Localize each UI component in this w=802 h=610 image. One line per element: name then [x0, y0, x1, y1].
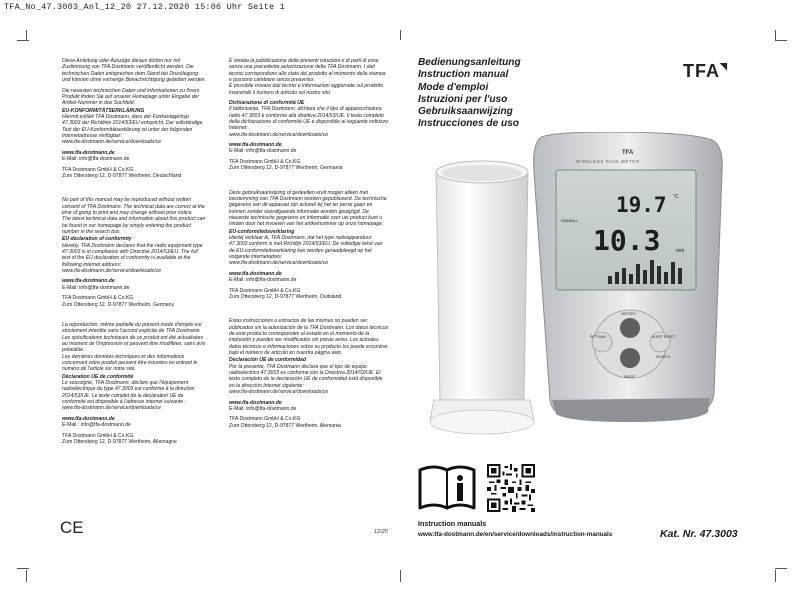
- lcd-rainfall-label: RAINFALL: [561, 219, 578, 223]
- download-link[interactable]: www.tfa-dostmann.de/service/downloads/ce: [229, 389, 329, 396]
- section-heading: Declaración UE de conformidad: [229, 357, 306, 364]
- download-link[interactable]: www.tfa-dostmann.de/service/downloads/ce: [229, 131, 329, 138]
- company-name: TFA Dostmann GmbH & Co.KG: [229, 416, 301, 423]
- paragraph: Por la presente, TFA Dostmann declara que el tipo de equipo radioeléctrico 47.3003 es conforme con la Directiva 2014/53/UE. El texto completo de la declaración UE de conformidad está disponible en la dirección Internet siguiente:: [229, 363, 383, 389]
- company-address: Zum Ottersberg 12, D-97877 Wertheim, Duitsland: [229, 294, 342, 301]
- paragraph: Hiermit erklärt TFA Dostmann, dass der Funkanlagentyp 47.3003 der Richtlinie 2014/53/EU entspricht. Der vollständige Text der EU-Konformitätserklärung ist unter der folgenden Internetadresse verfügbar:: [62, 113, 203, 139]
- download-link[interactable]: www.tfa-dostmann.de/service/downloads/ce: [229, 260, 329, 267]
- print-header: TFA_No_47.3003_Anl_12_20 27.12.2020 15:06 Uhr Seite 1: [4, 2, 285, 12]
- crop-mark: [26, 570, 27, 582]
- crop-mark: [775, 30, 776, 40]
- rain-collector-foot: [430, 410, 534, 434]
- crop-mark: [400, 570, 401, 582]
- text-column-left: [62, 58, 207, 451]
- website[interactable]: www.tfa-dostmann.de: [62, 278, 115, 285]
- ce-mark: CE: [60, 518, 84, 537]
- section-heading: EU declaration of conformity: [62, 236, 132, 243]
- paragraph: È vietata la pubblicazione delle presenti istruzioni o di parti di esse senza una precedente autorizzazione della TFA Dostmann. I dati tecnici corrispondono allo stato del prodotto al momento della stampa e possono cambiare senza preavviso.: [229, 58, 386, 84]
- product-illustration: [428, 132, 740, 450]
- paragraph: Le soussigné, TFA Dostmann, déclare que l'équipement radioélectrique du type 47.3003 est conforme à la directive 2014/53/UE. Le texte complet de la déclaration UE de conformité est disponible à l'adresse internet suivante :: [62, 380, 195, 406]
- paragraph: The latest technical data and information about this product can be found in our homepage by simply entering the product number in the search box.: [62, 216, 206, 235]
- company-address: Zum Ottersberg 12, D-97877 Wertheim, Alemania: [229, 422, 342, 429]
- paragraph: Deze gebruiksaanwijzing of gedeelten eruit mogen alleen met toestemming van TFA Dostmann worden gepubliceerd. De technische gegevens van dit apparaat zijn actueel bij het ter perse gaan en kunnen zonder voorafgaande informatie worden gewijzigd. De nieuwste technische gegevens en informatie over uw product kunt u vinden door het invoeren van het artikelnummer op onze homepage.: [229, 189, 387, 228]
- qr-code-icon: [487, 464, 535, 512]
- paragraph: Hierbij verklaar ik, TFA Dostmann, dat het type radioapparatuur 47.3003 conform is met Richtlijn 2014/53/EU. De volledige tekst van de EU-conformiteitsverklaring kan worden geraadpleegd op het volgende internetadres:: [229, 235, 383, 261]
- button-label-search: SEARCH: [656, 355, 671, 359]
- tfa-logo: [683, 61, 728, 82]
- paragraph: La reproduction, même partielle du présent mode d'emploi est strictement interdite sans l'accord explicite de TFA Dostmann. Les spécifications techniques de ce produit ont été actualisées au moment de l'impression et peuvent être modifiées, sans avis préalable.: [62, 321, 206, 354]
- paragraph: Les dernières données techniques et des informations concernant votre produit peuvent être trouvées en entrant le numéro de l'article sur notre site.: [62, 353, 198, 373]
- crop-mark: [17, 568, 29, 569]
- lcd-main-value: 10.3: [593, 224, 661, 257]
- manual-titles: [418, 57, 521, 131]
- crop-mark: [400, 30, 401, 40]
- company-name: TFA Dostmann GmbH & Co.KG: [229, 159, 301, 165]
- download-link[interactable]: www.tfa-dostmann.de/service/downloads/ce: [62, 405, 162, 412]
- manual-book-icon: [418, 464, 476, 512]
- section-heading: EU-conformiteitsverklaring: [229, 228, 295, 235]
- title-es: Instrucciones de uso: [418, 118, 519, 130]
- title-en: Instruction manual: [418, 69, 509, 81]
- company-address: Zum Ottersberg 12, D-97877 Wertheim, Deutschland: [62, 172, 182, 179]
- title-it: Istruzioni per l'uso: [418, 93, 508, 105]
- section-fr: [62, 322, 207, 445]
- crop-mark: [775, 568, 787, 569]
- email[interactable]: E-Mail: info@tfa-dostmann.de: [229, 148, 297, 155]
- section-it: [229, 58, 389, 172]
- download-link[interactable]: www.tfa-dostmann.de/service/downloads/ce: [62, 268, 162, 274]
- email[interactable]: E-Mail: info@tfa-dostmann.de: [62, 156, 130, 162]
- section-heading: EU-KONFORMITÄTSERKLÄRUNG: [62, 107, 145, 114]
- catalog-number: Kat. Nr. 47.3003: [660, 528, 738, 540]
- instruction-manuals-title: Instruction manuals: [418, 519, 487, 528]
- company-name: TFA Dostmann GmbH & Co.KG: [62, 166, 134, 173]
- company-name: TFA Dostmann GmbH & Co.KG: [62, 432, 134, 439]
- paragraph: Die neuesten technischen Daten und Informationen zu Ihrem Produkt finden Sie auf unserer Homepage unter Eingabe der Artikel-Nummer in das Suchfeld.: [62, 87, 200, 107]
- lcd-top-unit: °C: [673, 194, 679, 200]
- company-address: Zum Ottersberg 12, D-97877 Wertheim, Germany: [62, 301, 175, 308]
- display-unit-base: [552, 398, 710, 422]
- instruction-manuals-url[interactable]: www.tfa-dostmann.de/en/service/downloads/instruction-manuals: [418, 531, 613, 538]
- title-fr: Mode d'emploi: [418, 81, 489, 93]
- paragraph: Estas instrucciones o extractos de las mismas no pueden ser publicados sin la autorización de la TFA Dostmann. Los datos técnicos de este producto corresponden al estado en el momento de la impresión y pueden ser modificados sin previo aviso. Los actuales datos técnicos e informaciones sobre su producto los puede encontrar bajo el número de artículo en nuestra página web.: [229, 318, 389, 357]
- crop-mark: [775, 570, 776, 582]
- email[interactable]: E-Mail: info@tfa-dostmann.de: [229, 405, 297, 412]
- company-name: TFA Dostmann GmbH & Co.KG: [62, 295, 134, 302]
- button-up: [620, 318, 640, 338]
- section-de: [62, 58, 207, 179]
- company-address: Zum Ottersberg 12, D-97877 Wertheim, Allemagne: [62, 438, 177, 445]
- email[interactable]: E-Mail: info@tfa-dostmann.de: [229, 277, 297, 284]
- logo-text: TFA: [683, 61, 720, 81]
- crop-mark: [26, 30, 27, 40]
- paragraph: È possibile trovare dati tecnici e informazioni aggiornate sul prodotto inserendo il numero di articolo sul nostro sito.: [229, 83, 384, 96]
- paragraph: Il fabbricante, TFA Dostmann, dichiara che il tipo di apparecchiatura radio 47.3003 è conforme alla direttiva 2014/53/UE. Il testo completo della dichiarazione di conformità UE è disponibile al seguente indirizzo Internet:: [229, 106, 388, 132]
- button-down: [620, 348, 640, 368]
- website[interactable]: www.tfa-dostmann.de: [62, 149, 115, 156]
- crop-mark: [775, 40, 787, 41]
- website[interactable]: www.tfa-dostmann.de: [229, 142, 282, 149]
- rain-collector-body: [436, 172, 528, 400]
- website[interactable]: www.tfa-dostmann.de: [229, 399, 282, 406]
- section-nl: [229, 190, 389, 301]
- text-column-middle: [229, 58, 389, 435]
- email[interactable]: E-Mail : info@tfa-dostmann.de: [62, 422, 131, 429]
- logo-swoosh-icon: ◥: [720, 61, 728, 71]
- paragraph: No part of this manual may be reproduced without written consent of TFA Dostmann. The technical data are correct at the time of going to print and may change without prior notice.: [62, 197, 205, 216]
- button-label-left: SET RAIN: [590, 335, 606, 339]
- rain-collector-opening: [442, 165, 522, 181]
- device-brand: TFA: [622, 150, 634, 156]
- button-label-bottom: SINCE: [624, 375, 635, 379]
- paragraph: Hereby, TFA Dostmann declares that the radio equipment type 47.3003 is in compliance with Directive 2014/53/EU. The full text of the EU declaration of conformity is available at the following internet address:: [62, 242, 203, 268]
- lcd-top-value: 19.7: [616, 193, 667, 217]
- company-name: TFA Dostmann GmbH & Co.KG: [229, 287, 301, 294]
- paragraph: Diese Anleitung oder Auszüge daraus dürfen nur mit Zustimmung von TFA Dostmann veröffentlicht werden. Die technischen Daten entsprechen dem Stand bei Drucklegung und können ohne vorherige Benachrichtigung geändert werden.: [62, 58, 206, 84]
- title-nl: Gebruiksaanwijzing: [418, 106, 513, 118]
- section-es: [229, 318, 389, 429]
- button-label-right: ALERT RESET: [652, 335, 676, 339]
- section-heading: Déclaration UE de conformité: [62, 373, 134, 380]
- company-address: Zum Ottersberg 12, D-97877 Wertheim, Germania: [229, 165, 343, 172]
- website[interactable]: www.tfa-dostmann.de: [229, 270, 282, 277]
- device-band-label: WIRELESS RAIN METER: [576, 159, 640, 164]
- section-heading: Dichiarazione di conformità UE: [229, 100, 305, 107]
- website[interactable]: www.tfa-dostmann.de: [62, 415, 115, 422]
- title-de: Bedienungsanleitung: [418, 57, 521, 68]
- button-label-top: HISTORY: [621, 312, 636, 316]
- email[interactable]: E-Mail: info@tfa-dostmann.de: [62, 284, 130, 291]
- download-link[interactable]: www.tfa-dostmann.de/service/downloads/ce: [62, 139, 162, 146]
- section-en: [62, 197, 207, 308]
- lcd-main-unit: mm: [676, 248, 685, 254]
- page-number: 12/20: [374, 529, 388, 535]
- crop-mark: [17, 40, 29, 41]
